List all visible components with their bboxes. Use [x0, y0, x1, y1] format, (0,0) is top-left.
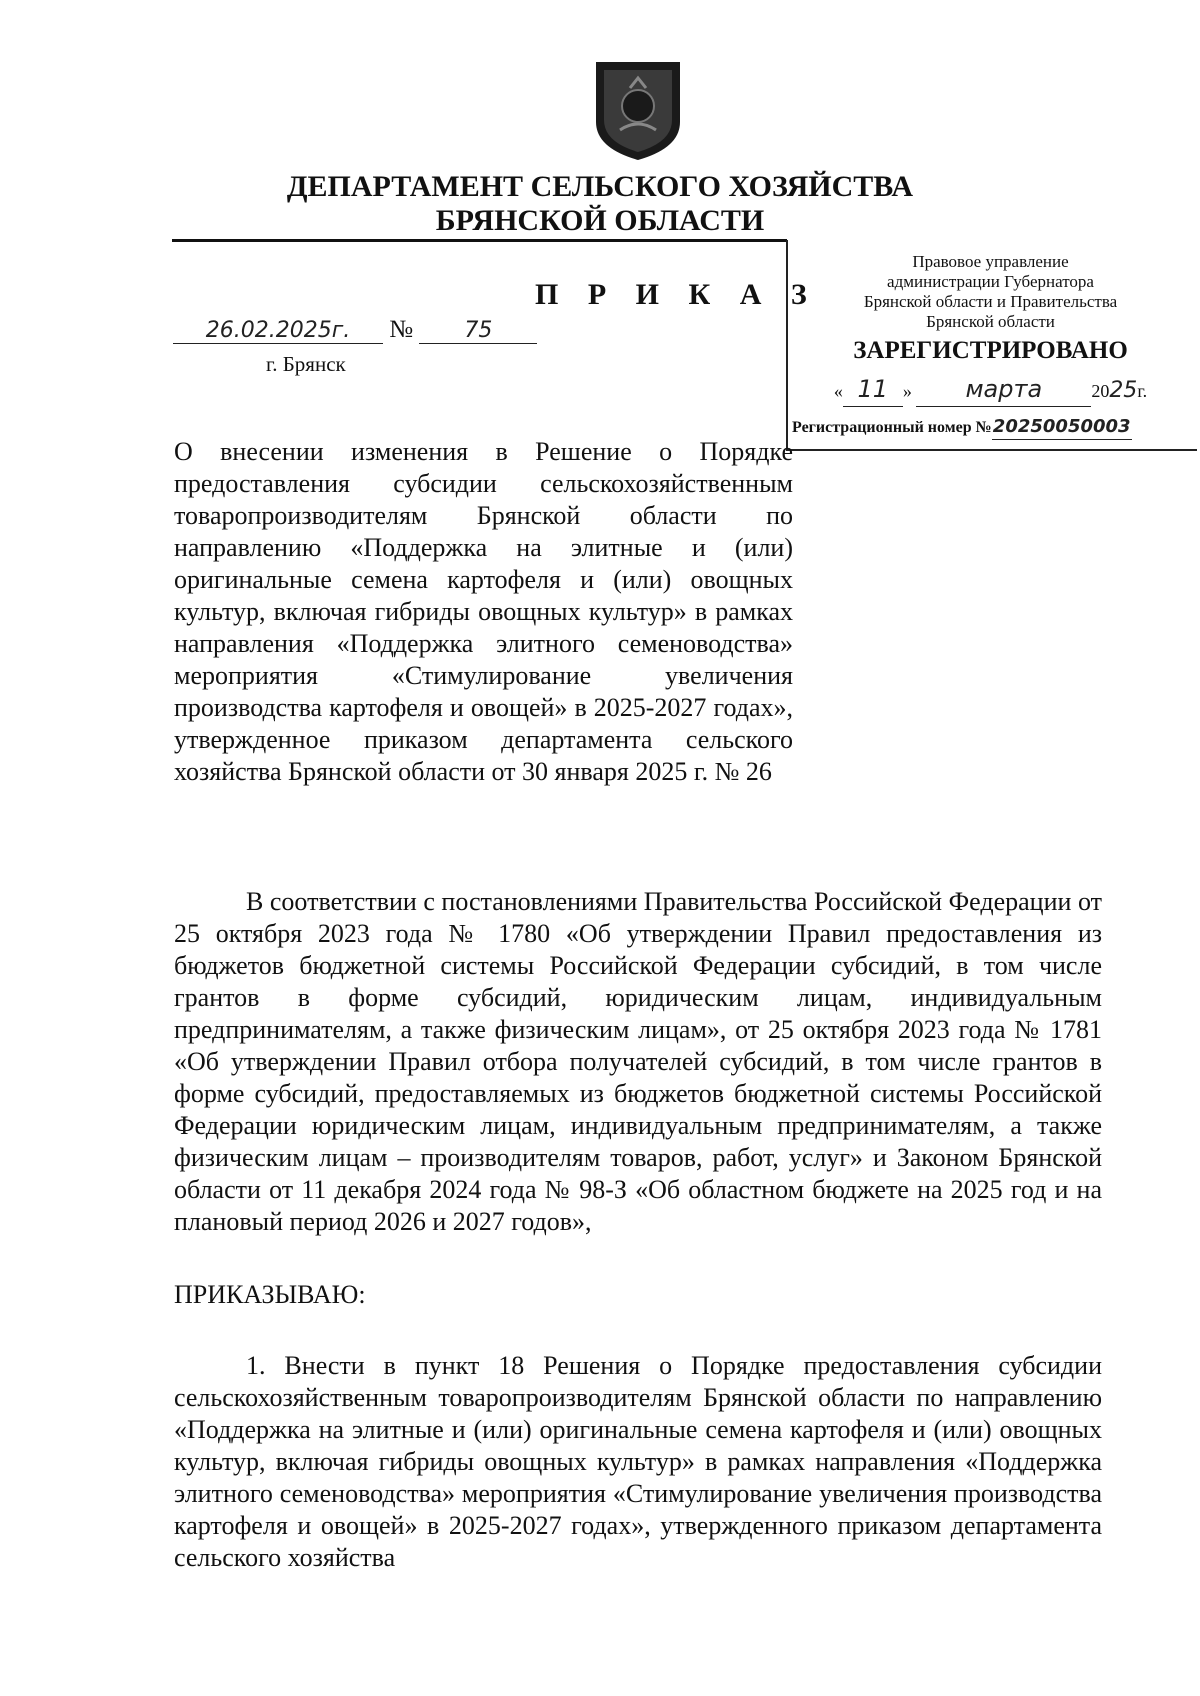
stamp-day: 11	[843, 372, 903, 407]
stamp-reg-number-label: Регистрационный номер №	[792, 419, 992, 436]
order-number: 75	[419, 318, 537, 344]
order-number-label: №	[389, 316, 414, 343]
stamp-year-suffix: 25	[1109, 378, 1138, 403]
department-title	[150, 170, 1050, 238]
stamp-month: марта	[916, 372, 1091, 407]
item-1-paragraph: 1. Внести в пункт 18 Решения о Порядке предоставления субсидии сельскохозяйственным товаропроизводителям Брянской области по направлению «Поддержка на элитные и (или) оригинальные семена картофеля и (или) овощных культур, включая гибриды овощных культур» в рамках направления «Поддержка элитного семеноводства» мероприятия «Стимулирование увеличения производства картофеля и овощей» в 2025-2027 годах», утвержденного приказом департамента сельского хозяйства	[174, 1351, 1102, 1572]
stamp-line-4: Брянской области	[926, 312, 1055, 331]
order-date: 26.02.2025г.	[173, 318, 383, 344]
stamp-close-quote: »	[902, 381, 912, 401]
department-line-1: ДЕПАРТАМЕНТ СЕЛЬСКОГО ХОЗЯЙСТВА	[286, 170, 914, 203]
stamp-reg-number: 20250050003	[992, 415, 1132, 440]
stamp-reg-number-row	[788, 415, 1197, 440]
order-subject: О внесении изменения в Решение о Порядке предоставления субсидии сельскохозяйственным товаропроизводителям Брянской области по направлению «Поддержка на элитные и (или) оригинальные семена картофеля и (или) овощных культур, включая гибриды овощных культур» в рамках направления «Поддержка элитного семеноводства» мероприятия «Стимулирование увеличения производства картофеля и овощей» в 2025-2027 годах», утвержденное приказом департамента сельского хозяйства Брянской области от 30 января 2025 г. № 26	[174, 437, 793, 786]
order-word: ПРИКАЗЫВАЮ:	[174, 1280, 366, 1309]
header-divider	[172, 239, 787, 242]
stamp-status: ЗАРЕГИСТРИРОВАНО	[853, 337, 1128, 364]
stamp-date	[788, 372, 1193, 408]
stamp-line-1: Правовое управление	[912, 252, 1069, 271]
stamp-line-2: администрации Губернатора	[887, 272, 1094, 291]
stamp-year-prefix: 20	[1091, 381, 1110, 401]
stamp-year-letter: г.	[1137, 381, 1148, 401]
stamp-open-quote: «	[833, 381, 843, 401]
order-city: г. Брянск	[266, 352, 346, 376]
stamp-line-3: Брянской области и Правительства	[863, 292, 1118, 311]
order-date-row	[173, 316, 537, 344]
department-line-2: БРЯНСКОЙ ОБЛАСТИ	[435, 204, 765, 237]
order-title: П Р И К А З	[535, 278, 818, 311]
coat-of-arms-icon	[590, 58, 686, 162]
registration-stamp	[786, 240, 1197, 451]
preamble-paragraph: В соответствии с постановлениями Правительства Российской Федерации от 25 октября 2023 года № 1780 «Об утверждении Правил предоставления из бюджетов бюджетной системы Российской Федерации субсидий, в том числе грантов в форме субсидий, юридическим лицам, индивидуальным предпринимателям, а также физическим лицам», от 25 октября 2023 года № 1781 «Об утверждении Правил отбора получателей субсидий, в том числе грантов в форме субсидий, предоставляемых из бюджетов бюджетной системы Российской Федерации юридическим лицам, индивидуальным предпринимателям, а также физическим лицам – производителям товаров, работ, услуг» и Законом Брянской области от 11 декабря 2024 года № 98-З «Об областном бюджете на 2025 год и на плановый период 2026 и 2027 годов»,	[174, 887, 1102, 1236]
